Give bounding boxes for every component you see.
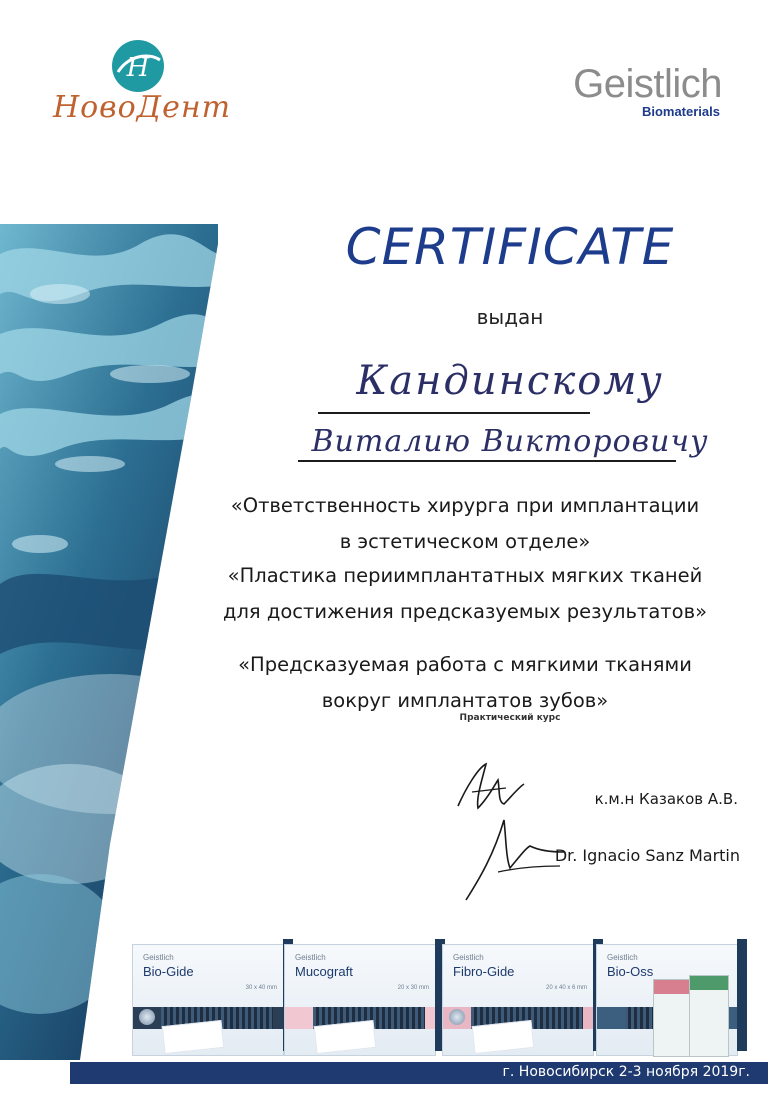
recipient-surname-line [318, 412, 590, 414]
product-brand: Geistlich [453, 953, 484, 962]
product-name: Mucograft [295, 964, 353, 979]
course-topic-2 [200, 558, 730, 630]
course-topic-3-line-1: «Предсказуемая работа с мягкими тканями [238, 653, 692, 676]
svg-text:Н: Н [126, 53, 150, 83]
novodent-wordmark: НовоДент [52, 90, 232, 125]
product-box-bio-gide [132, 944, 284, 1056]
product-brand: Geistlich [295, 953, 326, 962]
recipient-names-line [298, 460, 676, 462]
product-disc-icon [139, 1009, 155, 1025]
course-topic-3 [200, 647, 730, 719]
product-box-fibro-gide [442, 944, 594, 1056]
novodent-logo [52, 38, 232, 134]
product-name: Bio-Gide [143, 964, 194, 979]
issued-to-label: выдан [476, 305, 544, 329]
footer-place-date: г. Новосибирск 2-3 ноября 2019г. [502, 1064, 750, 1080]
product-jar-2 [689, 975, 729, 1057]
course-topic-1-line-1: «Ответственность хирурга при имплантации [230, 494, 700, 517]
geistlich-logo [522, 64, 722, 120]
signer-2-name: Dr. Ignacio Sanz Martin [554, 846, 740, 865]
certificate-title: CERTIFICATE [345, 218, 675, 276]
recipient-surname-handwritten: Кандинскому [356, 358, 664, 404]
product-packshot-strip [112, 918, 768, 1062]
recipient-names-handwritten: Виталию Викторовичу [311, 424, 709, 459]
course-topic-1-line-2: в эстетическом отделе» [339, 530, 591, 553]
product-brand: Geistlich [607, 953, 638, 962]
course-topic-1 [200, 488, 730, 560]
product-box-mucograft [284, 944, 436, 1056]
course-topic-2-line-2: для достижения предсказуемых результатов» [222, 600, 708, 623]
signer-1-name: к.м.н Казаков А.В. [594, 790, 738, 808]
product-size: 20 x 30 mm [397, 985, 429, 991]
product-disc-icon [449, 1009, 465, 1025]
product-box-bio-oss [596, 944, 738, 1056]
course-topic-2-line-1: «Пластика периимплантатных мягких тканей [227, 564, 703, 587]
geistlich-subtitle: Biomaterials [641, 104, 720, 119]
product-brand: Geistlich [143, 953, 174, 962]
novodent-emblem-icon [110, 38, 166, 94]
product-size: 20 x 40 x 6 mm [545, 985, 587, 991]
product-size: 30 x 40 mm [245, 985, 277, 991]
course-type-note: Практический курс [459, 713, 561, 723]
geistlich-wordmark: Geistlich [573, 62, 722, 106]
product-name: Bio-Oss [607, 964, 654, 979]
product-name: Fibro-Gide [453, 964, 515, 979]
course-topic-3-line-2: вокруг имплантатов зубов» [321, 689, 609, 712]
